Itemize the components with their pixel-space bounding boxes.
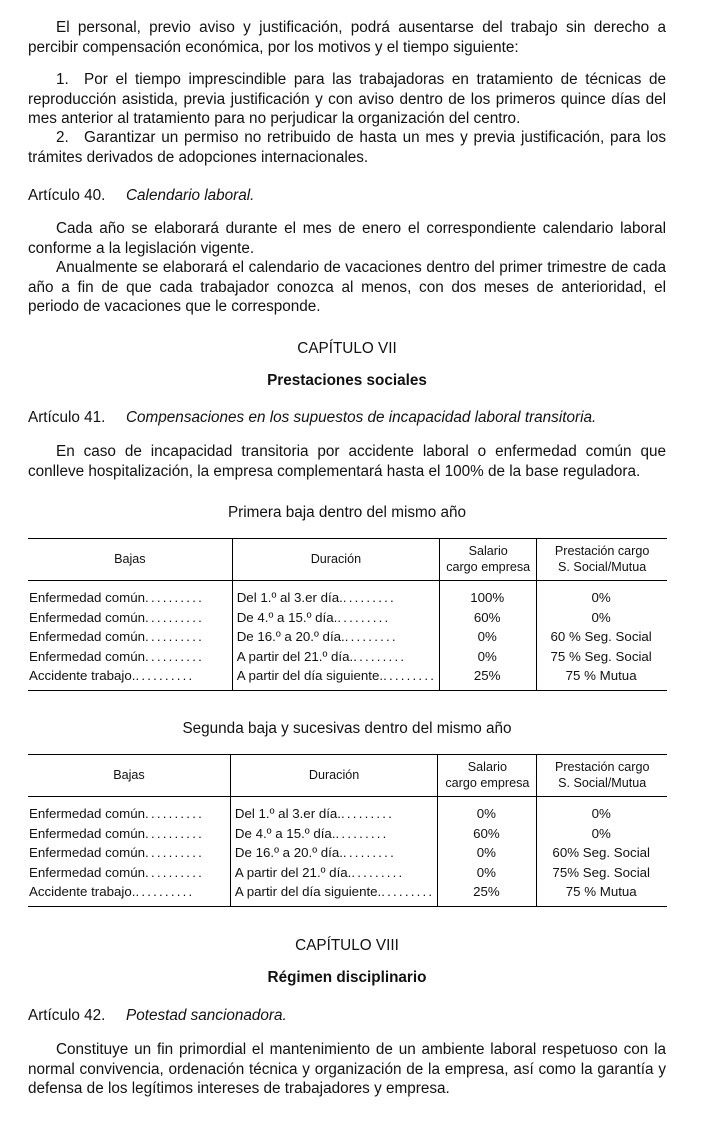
- dot-leader: .........: [342, 845, 396, 860]
- dot-leader: .........: [342, 590, 396, 605]
- cell-prestacion: [537, 581, 667, 608]
- cell-prestacion: [537, 863, 667, 883]
- table-row: [28, 647, 667, 667]
- cell-text: De 16.º a 20.º día.: [234, 845, 343, 860]
- cell-prestacion: [537, 627, 667, 647]
- header-line-1: Prestación cargo: [554, 760, 650, 774]
- cell-text: Enfermedad común: [29, 845, 146, 860]
- article-40-paragraph-1: Cada año se elaborará durante el mes de enero el correspondiente calendario laboral conforme a la legislación vigente.: [28, 220, 666, 257]
- dot-leader: ..........: [145, 629, 204, 644]
- cell-bajas: [28, 797, 230, 824]
- header-line-2: S. Social/Mutua: [558, 775, 647, 790]
- cell-text: A partir del día siguiente.: [236, 668, 384, 683]
- chapter-7-title: Prestaciones sociales: [267, 372, 427, 389]
- article-42-number: Artículo 42.: [28, 1007, 106, 1024]
- benefits-table-subsequent-leave: [28, 754, 667, 907]
- cell-text: 60%: [473, 609, 501, 625]
- cell-text: 0%: [477, 629, 497, 644]
- cell-text: 0%: [477, 648, 497, 664]
- cell-text: 0%: [591, 590, 611, 605]
- cell-text: 60%: [473, 825, 500, 841]
- dot-leader: ..........: [145, 845, 204, 860]
- dot-leader: .........: [351, 864, 405, 880]
- table-2-caption: Segunda baja y sucesivas dentro del mismo año: [182, 720, 512, 737]
- cell-text: 0%: [591, 609, 611, 625]
- column-header-duracion: Duración: [230, 755, 437, 797]
- header-line-1: Salario: [467, 760, 507, 774]
- cell-duracion: [232, 581, 439, 608]
- column-header-prestacion: [537, 539, 667, 581]
- dot-leader: ..........: [145, 825, 204, 841]
- cell-text: Enfermedad común: [29, 648, 146, 664]
- table-row: [28, 882, 667, 906]
- table-1-caption: Primera baja dentro del mismo año: [227, 504, 467, 521]
- cell-text: Enfermedad común: [29, 609, 146, 625]
- cell-prestacion: [537, 666, 667, 690]
- intro-paragraph: El personal, previo aviso y justificación, podrá ausentarse del trabajo sin derecho a percibir compensación económica, por los motivos y el tiempo siguiente:: [28, 19, 666, 56]
- cell-text: 0%: [476, 806, 496, 821]
- dot-leader: .........: [335, 825, 389, 841]
- article-40-title: Calendario laboral.: [126, 187, 255, 204]
- column-header-duracion: Duración: [232, 539, 439, 581]
- cell-salario: [438, 797, 537, 824]
- cell-text: 75 % Mutua: [565, 884, 637, 899]
- dot-leader: ..........: [145, 648, 204, 664]
- table-row: [28, 608, 667, 628]
- cell-prestacion: [537, 843, 667, 863]
- cell-duracion: [232, 627, 439, 647]
- cell-text: 0%: [591, 825, 611, 841]
- cell-duracion: [232, 647, 439, 667]
- article-40-heading: [28, 186, 666, 206]
- cell-text: 0%: [591, 806, 611, 821]
- header-line-1: Prestación cargo: [554, 544, 650, 558]
- article-41-heading: [28, 408, 666, 428]
- dot-leader: ..........: [135, 884, 195, 899]
- table-header-row: [28, 755, 667, 797]
- cell-salario: [440, 647, 537, 667]
- cell-salario: [438, 882, 537, 906]
- article-42-title: Potestad sancionadora.: [126, 1007, 287, 1024]
- cell-text: Enfermedad común: [29, 806, 146, 821]
- dot-leader: ..........: [145, 609, 204, 625]
- cell-text: 25%: [473, 884, 500, 899]
- cell-text: De 16.º a 20.º día.: [236, 629, 345, 644]
- chapter-8-label: CAPÍTULO VIII: [295, 937, 399, 954]
- article-42-paragraph: Constituye un fin primordial el mantenimiento de un ambiente laboral respetuoso con la normal convivencia, ordenación técnica y organización de la empresa, así como la garantía y defensa de los legítimos intereses de trabajadores y empresa.: [28, 1041, 666, 1098]
- dot-leader: ..........: [145, 590, 204, 605]
- cell-duracion: [232, 608, 439, 628]
- list-item-1: 1. Por el tiempo imprescindible para las trabajadoras en tratamiento de técnicas de reproducción asistida, previa justificación y con aviso dentro de los primeros quince días del mes anterior al tratamiento para no perjudicar la organización del centro.: [28, 71, 666, 128]
- cell-text: De 4.º a 15.º día.: [234, 825, 336, 841]
- cell-bajas: [28, 627, 232, 647]
- cell-duracion: [230, 797, 437, 824]
- cell-bajas: [28, 666, 232, 690]
- cell-bajas: [28, 882, 230, 906]
- cell-text: A partir del 21.º día.: [234, 864, 352, 880]
- cell-bajas: [28, 843, 230, 863]
- cell-text: Accidente trabajo.: [29, 884, 136, 899]
- cell-text: 25%: [473, 668, 501, 683]
- cell-text: A partir del día siguiente.: [234, 884, 382, 899]
- header-line-2: cargo empresa: [445, 775, 530, 790]
- cell-bajas: [28, 824, 230, 844]
- cell-prestacion: [537, 797, 667, 824]
- cell-text: 75 % Seg. Social: [550, 648, 652, 664]
- cell-text: Del 1.º al 3.er día.: [234, 806, 342, 821]
- benefits-table-first-leave: [28, 538, 667, 691]
- dot-leader: .........: [337, 609, 391, 625]
- cell-text: De 4.º a 15.º día.: [236, 609, 338, 625]
- cell-bajas: [28, 581, 232, 608]
- column-header-prestacion: [537, 755, 667, 797]
- dot-leader: ..........: [135, 668, 195, 683]
- cell-text: Accidente trabajo.: [29, 668, 136, 683]
- dot-leader: .........: [383, 668, 437, 683]
- dot-leader: .........: [381, 884, 435, 899]
- cell-duracion: [232, 666, 439, 690]
- column-header-salario: [440, 539, 537, 581]
- cell-salario: [440, 627, 537, 647]
- cell-text: 60% Seg. Social: [552, 845, 650, 860]
- cell-duracion: [230, 843, 437, 863]
- table-row: [28, 843, 667, 863]
- cell-duracion: [230, 824, 437, 844]
- table-row: [28, 797, 667, 824]
- cell-bajas: [28, 608, 232, 628]
- cell-text: 0%: [476, 864, 496, 880]
- article-40-number: Artículo 40.: [28, 187, 106, 204]
- cell-salario: [440, 666, 537, 690]
- header-line-2: S. Social/Mutua: [558, 559, 647, 574]
- cell-text: 0%: [476, 845, 496, 860]
- dot-leader: .........: [344, 629, 398, 644]
- cell-salario: [438, 863, 537, 883]
- table-row: [28, 666, 667, 690]
- article-41-paragraph: En caso de incapacidad transitoria por accidente laboral o enfermedad común que conlleve hospitalización, la empresa complementará hasta el 100% de la base reguladora.: [28, 443, 666, 480]
- header-line-1: Salario: [468, 544, 508, 558]
- dot-leader: .........: [353, 648, 407, 664]
- cell-text: A partir del 21.º día.: [236, 648, 354, 664]
- cell-bajas: [28, 863, 230, 883]
- list-item-2: 2. Garantizar un permiso no retribuido de hasta un mes y previa justificación, para los trámites derivados de adopciones internacionales.: [28, 129, 666, 166]
- cell-bajas: [28, 647, 232, 667]
- cell-salario: [438, 824, 537, 844]
- table-row: [28, 581, 667, 608]
- cell-duracion: [230, 863, 437, 883]
- article-41-title: Compensaciones en los supuestos de incapacidad laboral transitoria.: [126, 409, 597, 426]
- header-line-2: cargo empresa: [446, 559, 531, 574]
- dot-leader: ..........: [145, 806, 204, 821]
- cell-prestacion: [537, 608, 667, 628]
- dot-leader: .........: [341, 806, 395, 821]
- cell-prestacion: [537, 824, 667, 844]
- article-40-paragraph-2: Anualmente se elaborará el calendario de vacaciones dentro del primer trimestre de cada año a fin de que cada trabajador conozca al menos, con dos meses de anterioridad, el periodo de vacaciones que le corresponde.: [28, 259, 666, 316]
- column-header-salario: [438, 755, 537, 797]
- table-row: [28, 627, 667, 647]
- cell-text: Enfermedad común: [29, 590, 146, 605]
- cell-prestacion: [537, 882, 667, 906]
- cell-text: Enfermedad común: [29, 864, 146, 880]
- article-42-heading: [28, 1006, 666, 1026]
- cell-salario: [440, 608, 537, 628]
- cell-duracion: [230, 882, 437, 906]
- cell-text: Enfermedad común: [29, 629, 146, 644]
- cell-salario: [440, 581, 537, 608]
- cell-prestacion: [537, 647, 667, 667]
- table-row: [28, 863, 667, 883]
- chapter-8-title: Régimen disciplinario: [267, 969, 427, 986]
- column-header-bajas: Bajas: [28, 539, 232, 581]
- dot-leader: ..........: [145, 864, 204, 880]
- column-header-bajas: Bajas: [28, 755, 230, 797]
- cell-text: 60 % Seg. Social: [550, 629, 652, 644]
- table-row: [28, 824, 667, 844]
- article-41-number: Artículo 41.: [28, 409, 106, 426]
- cell-text: 75% Seg. Social: [552, 864, 650, 880]
- cell-text: 75 % Mutua: [565, 668, 637, 683]
- cell-text: Enfermedad común: [29, 825, 146, 841]
- cell-text: 100%: [470, 590, 505, 605]
- table-header-row: [28, 539, 667, 581]
- cell-text: Del 1.º al 3.er día.: [236, 590, 343, 605]
- cell-salario: [438, 843, 537, 863]
- chapter-7-label: CAPÍTULO VII: [297, 340, 397, 357]
